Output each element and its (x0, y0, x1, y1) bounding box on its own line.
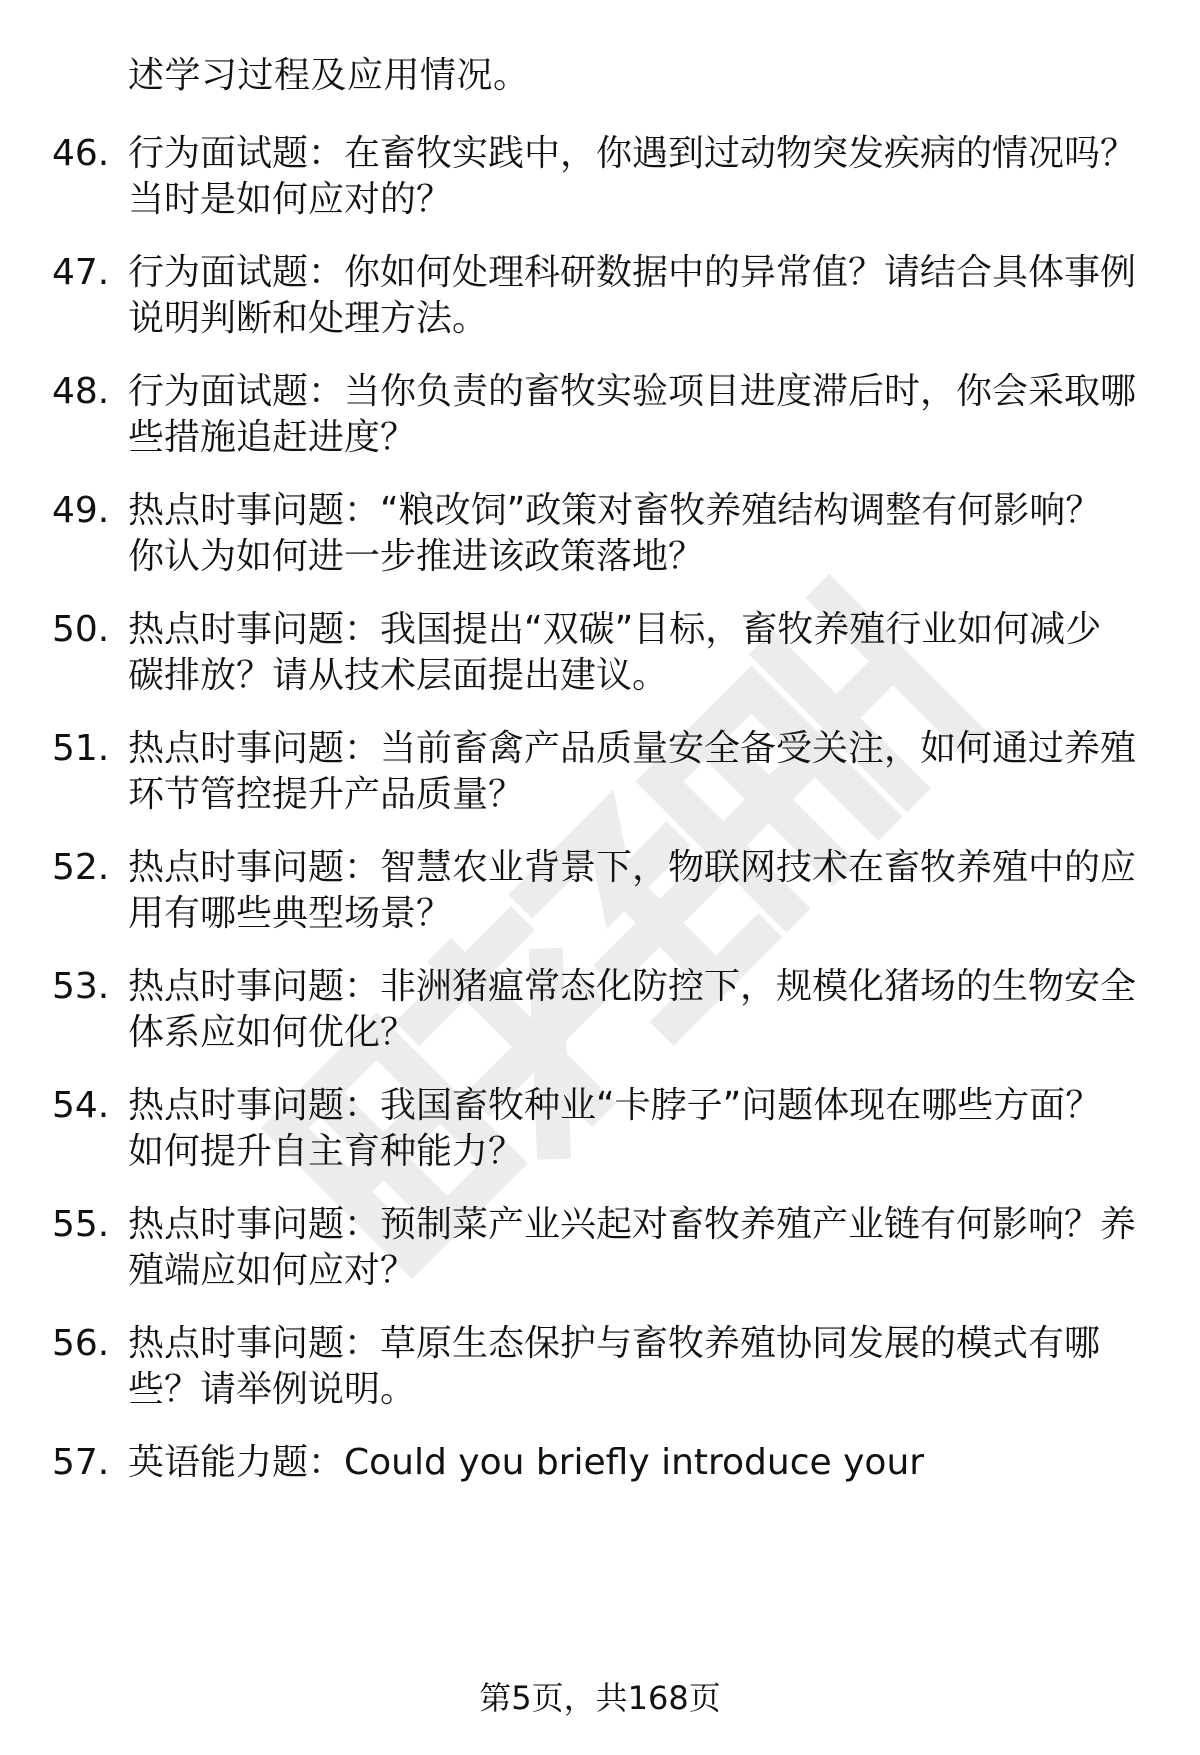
question-text-line: 碳排放？请从技术层面提出建议。 (128, 655, 669, 696)
question-text-line: 热点时事问题：我国畜牧种业“卡脖子”问题体现在哪些方面？ (128, 1085, 1102, 1126)
question-text-line: 英语能力题：Could you briefly introduce your (128, 1442, 925, 1483)
question-number: 55. (52, 1204, 110, 1245)
question-text-line: 当时是如何应对的？ (128, 179, 453, 220)
question-text-line: 热点时事问题：非洲猪瘟常态化防控下，规模化猪场的生物安全 (128, 966, 1137, 1007)
question-text-line: 体系应如何优化？ (128, 1012, 417, 1053)
question-number: 46. (52, 133, 110, 174)
question-text-line: 行为面试题：你如何处理科研数据中的异常值？请结合具体事例 (128, 252, 1137, 293)
question-text-line: 殖端应如何应对？ (128, 1250, 417, 1291)
question-number: 52. (52, 847, 110, 888)
question-number: 50. (52, 609, 110, 650)
question-number: 53. (52, 966, 110, 1007)
question-text-line: 热点时事问题：预制菜产业兴起对畜牧养殖产业链有何影响？养 (128, 1204, 1137, 1245)
question-text-line: 如何提升自主育种能力？ (128, 1131, 525, 1172)
continued-line: 述学习过程及应用情况。 (128, 55, 530, 96)
question-text-line: 行为面试题：在畜牧实践中，你遇到过动物突发疾病的情况吗？ (128, 133, 1137, 174)
question-text-line: 热点时事问题：“粮改饲”政策对畜牧养殖结构调整有何影响？ (128, 490, 1102, 531)
question-text-line: 热点时事问题：草原生态保护与畜牧养殖协同发展的模式有哪 (128, 1323, 1101, 1364)
question-number: 57. (52, 1442, 110, 1483)
question-text-line: 环节管控提升产品质量？ (128, 774, 525, 815)
question-text-line: 热点时事问题：我国提出“双碳”目标，畜牧养殖行业如何减少 (128, 609, 1102, 650)
page-footer: 第5页，共168页 (479, 1679, 721, 1717)
question-text-line: 热点时事问题：智慧农业背景下，物联网技术在畜牧养殖中的应 (128, 847, 1137, 888)
question-text-line: 你认为如何进一步推进该政策落地？ (128, 536, 705, 577)
question-text-line: 热点时事问题：当前畜禽产品质量安全备受关注，如何通过养殖 (128, 728, 1137, 769)
question-text-line: 些？请举例说明。 (128, 1369, 417, 1410)
question-number: 48. (52, 371, 110, 412)
question-number: 54. (52, 1085, 110, 1126)
question-text-line: 行为面试题：当你负责的畜牧实验项目进度滞后时，你会采取哪 (128, 371, 1137, 412)
question-text-line: 说明判断和处理方法。 (128, 298, 489, 339)
question-number: 56. (52, 1323, 110, 1364)
question-text-line: 用有哪些典型场景？ (128, 893, 453, 934)
question-number: 49. (52, 490, 110, 531)
question-text-line: 些措施追赶进度？ (128, 417, 417, 458)
question-number: 47. (52, 252, 110, 293)
question-number: 51. (52, 728, 110, 769)
